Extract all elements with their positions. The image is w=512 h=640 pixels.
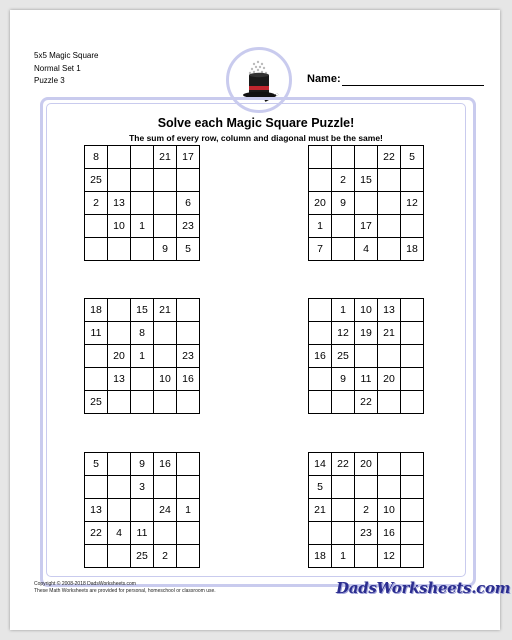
empty-cell[interactable] <box>332 391 355 414</box>
given-number-cell: 1 <box>332 545 355 568</box>
empty-cell[interactable] <box>378 215 401 238</box>
given-number-cell: 12 <box>332 322 355 345</box>
given-number-cell: 13 <box>108 192 131 215</box>
given-number-cell: 23 <box>177 215 200 238</box>
magic-square-2 <box>308 145 424 261</box>
empty-cell[interactable] <box>108 299 131 322</box>
given-number-cell: 6 <box>177 192 200 215</box>
empty-cell[interactable] <box>355 476 378 499</box>
empty-cell[interactable] <box>309 368 332 391</box>
given-number-cell: 21 <box>378 322 401 345</box>
magic-square-4 <box>308 298 424 414</box>
empty-cell[interactable] <box>401 299 424 322</box>
given-number-cell: 1 <box>309 215 332 238</box>
empty-cell[interactable] <box>401 391 424 414</box>
given-number-cell: 11 <box>85 322 108 345</box>
given-number-cell: 7 <box>309 238 332 261</box>
empty-cell[interactable] <box>177 322 200 345</box>
given-number-cell: 20 <box>378 368 401 391</box>
given-number-cell: 5 <box>85 453 108 476</box>
empty-cell[interactable] <box>401 169 424 192</box>
empty-cell[interactable] <box>108 146 131 169</box>
given-number-cell: 25 <box>85 169 108 192</box>
given-number-cell: 5 <box>401 146 424 169</box>
empty-cell[interactable] <box>401 322 424 345</box>
empty-cell[interactable] <box>378 192 401 215</box>
given-number-cell: 12 <box>378 545 401 568</box>
given-number-cell: 16 <box>309 345 332 368</box>
given-number-cell: 25 <box>332 345 355 368</box>
empty-cell[interactable] <box>108 545 131 568</box>
given-number-cell: 24 <box>154 499 177 522</box>
empty-cell[interactable] <box>108 322 131 345</box>
given-number-cell: 21 <box>309 499 332 522</box>
empty-cell[interactable] <box>332 146 355 169</box>
given-number-cell: 22 <box>85 522 108 545</box>
empty-cell[interactable] <box>85 545 108 568</box>
empty-cell[interactable] <box>108 476 131 499</box>
empty-cell[interactable] <box>401 545 424 568</box>
empty-cell[interactable] <box>131 238 154 261</box>
empty-cell[interactable] <box>177 299 200 322</box>
empty-cell[interactable] <box>154 215 177 238</box>
instructions-title: Solve each Magic Square Puzzle! <box>157 116 355 130</box>
empty-cell[interactable] <box>309 299 332 322</box>
magic-square-6 <box>308 452 424 568</box>
empty-cell[interactable] <box>309 391 332 414</box>
given-number-cell: 9 <box>154 238 177 261</box>
given-number-cell: 2 <box>85 192 108 215</box>
given-number-cell: 15 <box>131 299 154 322</box>
empty-cell[interactable] <box>154 522 177 545</box>
empty-cell[interactable] <box>131 146 154 169</box>
empty-cell[interactable] <box>401 499 424 522</box>
empty-cell[interactable] <box>177 453 200 476</box>
given-number-cell: 9 <box>332 368 355 391</box>
name-field[interactable] <box>342 85 484 86</box>
empty-cell[interactable] <box>85 215 108 238</box>
empty-cell[interactable] <box>401 345 424 368</box>
given-number-cell: 15 <box>355 169 378 192</box>
given-number-cell: 16 <box>378 522 401 545</box>
given-number-cell: 20 <box>108 345 131 368</box>
empty-cell[interactable] <box>154 322 177 345</box>
empty-cell[interactable] <box>131 192 154 215</box>
given-number-cell: 25 <box>131 545 154 568</box>
given-number-cell: 5 <box>309 476 332 499</box>
empty-cell[interactable] <box>108 391 131 414</box>
empty-cell[interactable] <box>332 238 355 261</box>
given-number-cell: 13 <box>378 299 401 322</box>
empty-cell[interactable] <box>401 453 424 476</box>
empty-cell[interactable] <box>108 453 131 476</box>
empty-cell[interactable] <box>154 345 177 368</box>
empty-cell[interactable] <box>378 453 401 476</box>
given-number-cell: 21 <box>154 299 177 322</box>
given-number-cell: 20 <box>309 192 332 215</box>
given-number-cell: 18 <box>309 545 332 568</box>
given-number-cell: 13 <box>85 499 108 522</box>
usage-notice: These Math Worksheets are provided for personal, homeschool or classroom use. <box>34 588 216 594</box>
given-number-cell: 18 <box>85 299 108 322</box>
given-number-cell: 8 <box>131 322 154 345</box>
copyright-text: Copyright © 2008-2018 DadsWorksheets.com <box>34 581 136 587</box>
name-label: Name: <box>307 73 341 85</box>
empty-cell[interactable] <box>154 476 177 499</box>
given-number-cell: 22 <box>332 453 355 476</box>
empty-cell[interactable] <box>332 215 355 238</box>
empty-cell[interactable] <box>131 499 154 522</box>
empty-cell[interactable] <box>355 545 378 568</box>
empty-cell[interactable] <box>309 146 332 169</box>
footer <box>34 581 216 595</box>
empty-cell[interactable] <box>355 146 378 169</box>
instructions-subtitle: The sum of every row, column and diagonal must be the same! <box>129 133 383 143</box>
given-number-cell: 2 <box>154 545 177 568</box>
empty-cell[interactable] <box>85 476 108 499</box>
given-number-cell: 1 <box>332 299 355 322</box>
empty-cell[interactable] <box>154 192 177 215</box>
given-number-cell: 9 <box>131 453 154 476</box>
empty-cell[interactable] <box>378 345 401 368</box>
given-number-cell: 2 <box>355 499 378 522</box>
given-number-cell: 20 <box>355 453 378 476</box>
given-number-cell: 25 <box>85 391 108 414</box>
worksheet-set: Normal Set 1 <box>34 63 81 73</box>
given-number-cell: 1 <box>131 215 154 238</box>
empty-cell[interactable] <box>401 368 424 391</box>
empty-cell[interactable] <box>309 322 332 345</box>
given-number-cell: 10 <box>108 215 131 238</box>
given-number-cell: 16 <box>177 368 200 391</box>
empty-cell[interactable] <box>154 169 177 192</box>
given-number-cell: 14 <box>309 453 332 476</box>
empty-cell[interactable] <box>332 522 355 545</box>
empty-cell[interactable] <box>378 391 401 414</box>
empty-cell[interactable] <box>332 476 355 499</box>
empty-cell[interactable] <box>108 169 131 192</box>
given-number-cell: 11 <box>355 368 378 391</box>
empty-cell[interactable] <box>131 169 154 192</box>
empty-cell[interactable] <box>131 391 154 414</box>
given-number-cell: 17 <box>355 215 378 238</box>
given-number-cell: 4 <box>355 238 378 261</box>
empty-cell[interactable] <box>378 169 401 192</box>
given-number-cell: 4 <box>108 522 131 545</box>
empty-cell[interactable] <box>85 345 108 368</box>
given-number-cell: 3 <box>131 476 154 499</box>
given-number-cell: 21 <box>154 146 177 169</box>
empty-cell[interactable] <box>131 368 154 391</box>
given-number-cell: 8 <box>85 146 108 169</box>
given-number-cell: 2 <box>332 169 355 192</box>
given-number-cell: 11 <box>131 522 154 545</box>
given-number-cell: 23 <box>177 345 200 368</box>
empty-cell[interactable] <box>332 499 355 522</box>
brand-logo: DadsWorksheets.com <box>336 579 511 597</box>
worksheet-info <box>34 50 98 88</box>
given-number-cell: 10 <box>154 368 177 391</box>
given-number-cell: 1 <box>131 345 154 368</box>
empty-cell[interactable] <box>177 391 200 414</box>
empty-cell[interactable] <box>177 169 200 192</box>
empty-cell[interactable] <box>177 545 200 568</box>
given-number-cell: 22 <box>378 146 401 169</box>
empty-cell[interactable] <box>309 522 332 545</box>
empty-cell[interactable] <box>309 169 332 192</box>
empty-cell[interactable] <box>355 192 378 215</box>
given-number-cell: 1 <box>177 499 200 522</box>
empty-cell[interactable] <box>154 391 177 414</box>
given-number-cell: 13 <box>108 368 131 391</box>
empty-cell[interactable] <box>401 522 424 545</box>
empty-cell[interactable] <box>378 238 401 261</box>
empty-cell[interactable] <box>108 499 131 522</box>
given-number-cell: 18 <box>401 238 424 261</box>
given-number-cell: 19 <box>355 322 378 345</box>
empty-cell[interactable] <box>378 476 401 499</box>
given-number-cell: 22 <box>355 391 378 414</box>
empty-cell[interactable] <box>355 345 378 368</box>
empty-cell[interactable] <box>401 476 424 499</box>
given-number-cell: 12 <box>401 192 424 215</box>
worksheet-puzzle-number: Puzzle 3 <box>34 76 65 85</box>
given-number-cell: 10 <box>378 499 401 522</box>
given-number-cell: 17 <box>177 146 200 169</box>
given-number-cell: 9 <box>332 192 355 215</box>
magic-square-3 <box>84 298 200 414</box>
empty-cell[interactable] <box>401 215 424 238</box>
empty-cell[interactable] <box>85 368 108 391</box>
empty-cell[interactable] <box>85 238 108 261</box>
magic-square-5 <box>84 452 200 568</box>
magic-square-1 <box>84 145 200 261</box>
given-number-cell: 5 <box>177 238 200 261</box>
given-number-cell: 16 <box>154 453 177 476</box>
given-number-cell: 10 <box>355 299 378 322</box>
empty-cell[interactable] <box>108 238 131 261</box>
empty-cell[interactable] <box>177 522 200 545</box>
given-number-cell: 23 <box>355 522 378 545</box>
empty-cell[interactable] <box>177 476 200 499</box>
worksheet-page <box>10 10 511 630</box>
worksheet-type: 5x5 Magic Square <box>34 51 99 60</box>
